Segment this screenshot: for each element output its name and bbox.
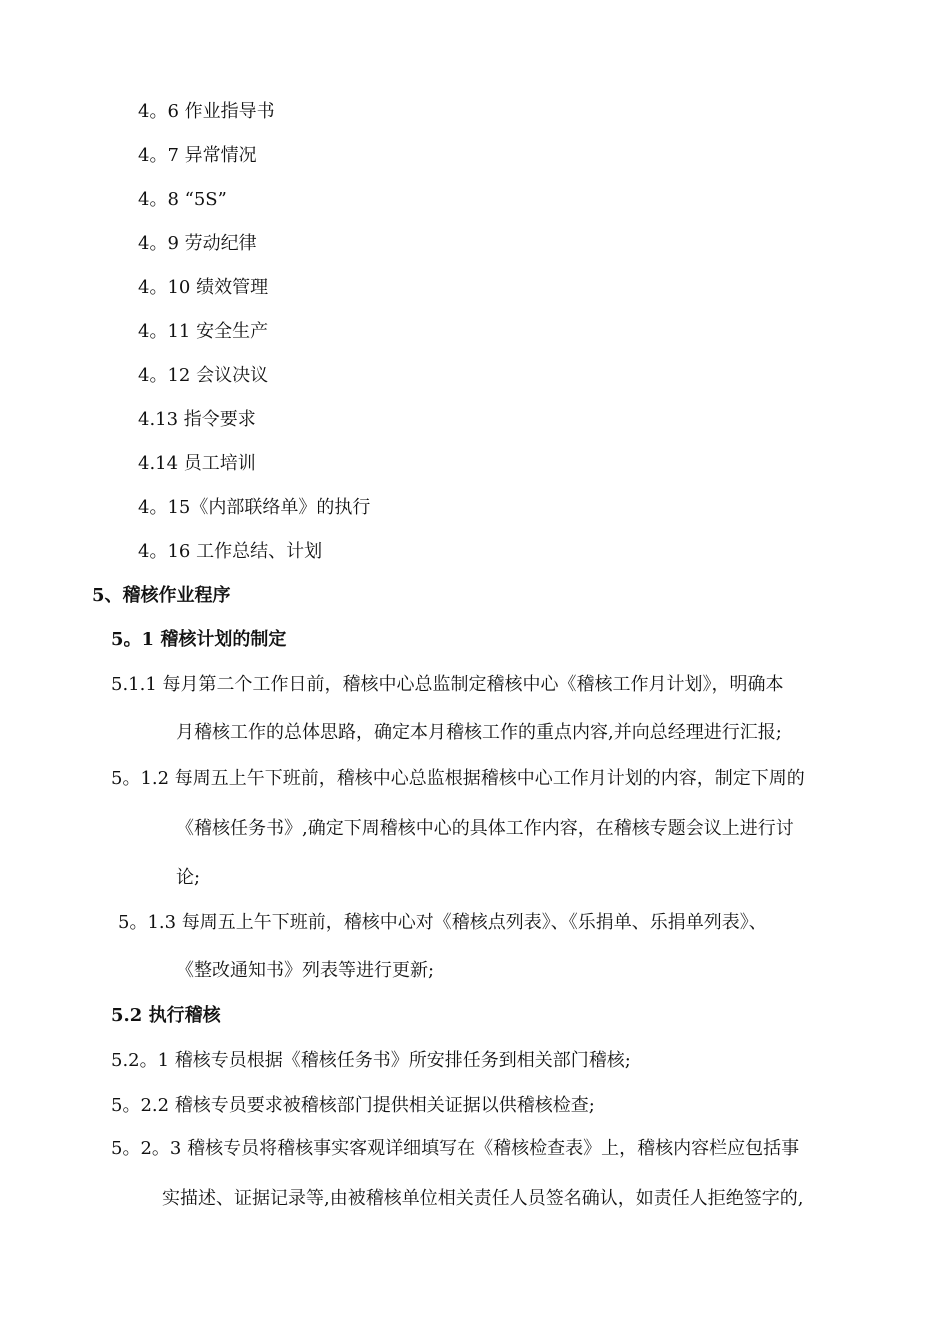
paragraph-line: 5。1.3 每周五上午下班前，稽核中心对《稽核点列表》、《乐捐单、乐捐单列表》、 (118, 912, 767, 933)
paragraph-line: 论; (176, 867, 201, 888)
paragraph-line: 5。1.2 每周五上午下班前，稽核中心总监根据稽核中心工作月计划的内容，制定下周的 (111, 768, 805, 789)
list-item: 4。10 绩效管理 (138, 277, 269, 298)
paragraph-line: 5.2。1 稽核专员根据《稽核任务书》所安排任务到相关部门稽核; (111, 1050, 631, 1071)
paragraph-line: 5。2.2 稽核专员要求被稽核部门提供相关证据以供稽核检查; (111, 1095, 595, 1116)
list-item: 4.14 员工培训 (138, 453, 256, 474)
list-item: 4。15《内部联络单》的执行 (138, 497, 371, 518)
list-item: 4。11 安全生产 (138, 321, 269, 342)
section-heading: 5、稽核作业程序 (92, 585, 231, 606)
subsection-heading: 5.2 执行稽核 (111, 1005, 221, 1026)
list-item: 4。6 作业指导书 (138, 101, 275, 122)
paragraph-line: 《稽核任务书》,确定下周稽核中心的具体工作内容，在稽核专题会议上进行讨 (176, 818, 794, 839)
paragraph-line: 月稽核工作的总体思路，确定本月稽核工作的重点内容,并向总经理进行汇报; (176, 722, 782, 743)
subsection-heading: 5。1 稽核计划的制定 (111, 629, 287, 650)
list-item: 4。8 “5S” (138, 189, 227, 210)
list-item: 4。12 会议决议 (138, 365, 269, 386)
list-item: 4。7 异常情况 (138, 145, 257, 166)
paragraph-line: 5。2。3 稽核专员将稽核事实客观详细填写在《稽核检查表》上，稽核内容栏应包括事 (111, 1138, 800, 1159)
paragraph-line: 实描述、证据记录等,由被稽核单位相关责任人员签名确认，如责任人拒绝签字的, (162, 1188, 804, 1209)
paragraph-line: 5.1.1 每月第二个工作日前，稽核中心总监制定稽核中心《稽核工作月计划》，明确本 (111, 674, 784, 695)
list-item: 4.13 指令要求 (138, 409, 256, 430)
list-item: 4。16 工作总结、计划 (138, 541, 323, 562)
list-item: 4。9 劳动纪律 (138, 233, 257, 254)
paragraph-line: 《整改通知书》列表等进行更新; (176, 960, 435, 981)
